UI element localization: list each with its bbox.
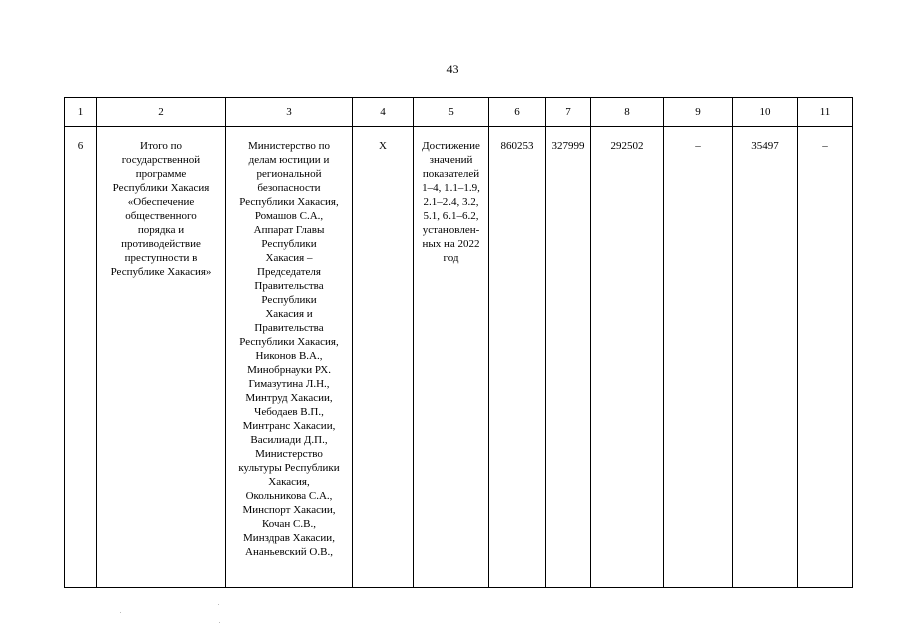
cell-text-line: Хакасия и: [265, 308, 313, 320]
cell-text-line: установлен-: [422, 224, 480, 236]
cell-text-line: Никонов В.А.,: [255, 350, 323, 362]
scan-speck: [218, 604, 219, 605]
column-number-5: 5: [414, 98, 489, 127]
scan-speck: [219, 622, 220, 623]
cell-text-line: «Обеспечение: [127, 196, 195, 208]
cell-text-line: Итого по: [140, 140, 182, 152]
cell-text-line: Республики: [261, 294, 317, 306]
cell-text-line: культуры Республики: [238, 462, 340, 474]
column-number-1: 1: [65, 98, 97, 127]
cell-text-line: Кочан С.В.,: [262, 518, 316, 530]
cell-text-line: 1–4, 1.1–1.9,: [422, 182, 480, 194]
cell-text-line: Республики: [261, 238, 317, 250]
column-number-4: 4: [353, 98, 414, 127]
cell-text-line: программе: [135, 168, 187, 180]
cell-text-line: показателей: [422, 168, 480, 180]
cell-text-line: Аппарат Главы: [253, 224, 325, 236]
column-6-value: 860253: [489, 127, 546, 588]
cell-text-line: Хакасия –: [265, 252, 313, 264]
cell-text-line: Василиади Д.П.,: [250, 434, 328, 446]
cell-text-line: противодействие: [121, 238, 201, 250]
column-11-value: –: [798, 127, 853, 588]
cell-text-line: порядка и: [137, 224, 185, 236]
cell-text-line: Правительства: [254, 280, 324, 292]
column-number-3: 3: [226, 98, 353, 127]
cell-text-line: региональной: [256, 168, 322, 180]
cell-text-line: преступности в: [124, 252, 198, 264]
cell-text-line: Председателя: [257, 266, 321, 278]
page-number: 43: [446, 62, 459, 76]
column-number-8: 8: [591, 98, 664, 127]
column-9-value: –: [664, 127, 733, 588]
column-number-6: 6: [489, 98, 546, 127]
row-index-cell: 6: [65, 127, 97, 588]
cell-text-line: Ананьевский О.В.,: [245, 546, 333, 558]
cell-text-line: Правительства: [254, 322, 324, 334]
column-number-11: 11: [798, 98, 853, 127]
cell-text-line: Минобрнауки РХ.: [247, 364, 331, 376]
cell-text-line: безопасности: [257, 182, 321, 194]
cell-text-line: Минздрав Хакасии,: [243, 532, 335, 544]
cell-text-line: Министерство по: [248, 140, 330, 152]
column-10-value: 35497: [733, 127, 798, 588]
cell-text-line: общественного: [125, 210, 197, 222]
cell-text-line: Республике Хакасия»: [110, 266, 212, 278]
column-number-2: 2: [97, 98, 226, 127]
cell-text-line: год: [443, 252, 459, 264]
column-8-value: 292502: [591, 127, 664, 588]
column-4-cell: X: [353, 127, 414, 588]
cell-text-line: Республики Хакасия: [112, 182, 210, 194]
table-header-row: [65, 98, 853, 127]
cell-text-line: Хакасия,: [268, 476, 310, 488]
cell-text-line: Минтруд Хакасии,: [245, 392, 333, 404]
cell-text-line: делам юстиции и: [248, 154, 330, 166]
cell-text-line: Окольникова С.А.,: [245, 490, 333, 502]
cell-text-line: Ромашов С.А.,: [254, 210, 324, 222]
cell-text-line: Гимазутина Л.Н.,: [248, 378, 330, 390]
cell-text-line: Достижение: [422, 140, 480, 152]
scan-speck: [120, 612, 121, 613]
responsible-executors-cell: [226, 127, 353, 588]
cell-text-line: значений: [429, 154, 473, 166]
budget-table: [64, 97, 853, 588]
cell-text-line: Республики Хакасия,: [239, 196, 339, 208]
column-number-7: 7: [546, 98, 591, 127]
column-number-9: 9: [664, 98, 733, 127]
cell-text-line: ных на 2022: [422, 238, 480, 250]
cell-text-line: Министерство: [255, 448, 323, 460]
column-number-10: 10: [733, 98, 798, 127]
cell-text-line: 5.1, 6.1–6.2,: [423, 210, 479, 222]
program-name-cell: [97, 127, 226, 588]
cell-text-line: Республики Хакасия,: [239, 336, 339, 348]
indicators-cell: [414, 127, 489, 588]
cell-text-line: государственной: [121, 154, 201, 166]
column-7-value: 327999: [546, 127, 591, 588]
cell-text-line: Минтранс Хакасии,: [242, 420, 336, 432]
cell-text-line: Минспорт Хакасии,: [242, 504, 336, 516]
cell-text-line: Чебодаев В.П.,: [254, 406, 324, 418]
table-row: [65, 127, 853, 588]
cell-text-line: 2.1–2.4, 3.2,: [423, 196, 479, 208]
